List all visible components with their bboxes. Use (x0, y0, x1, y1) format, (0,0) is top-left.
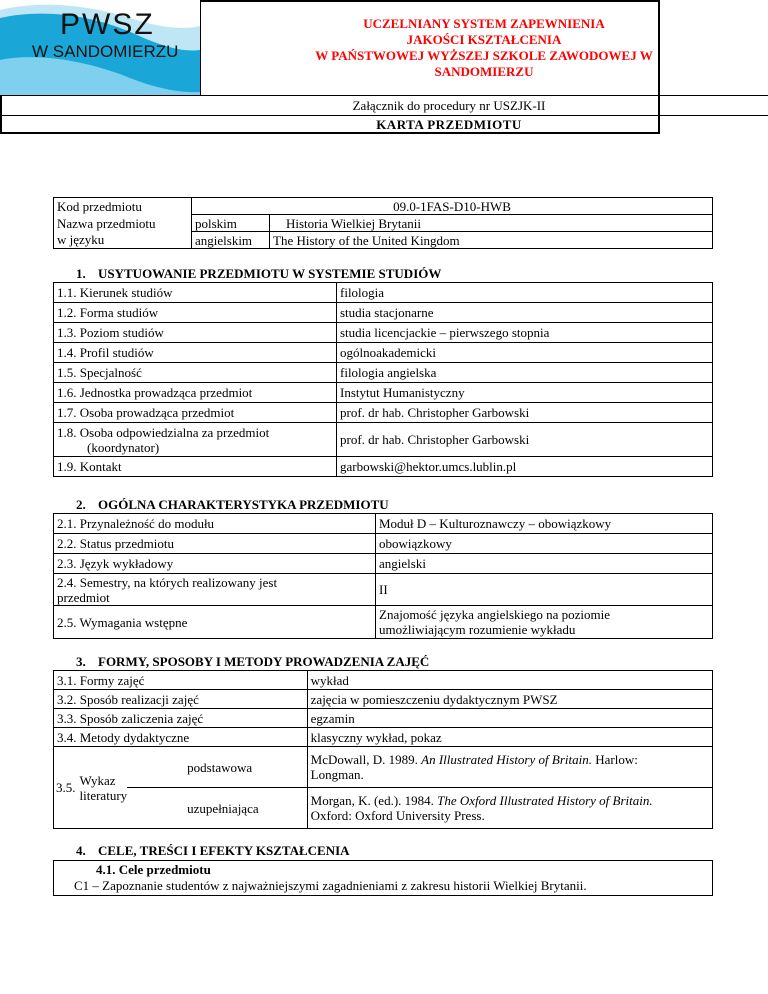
row-value: studia stacjonarne (337, 303, 713, 323)
row-value: obowiązkowy (376, 534, 713, 554)
row-value: zajęcia w pomieszczeniu dydaktycznym PWSZ (307, 690, 712, 709)
row-label: 1.1. Kierunek studiów (54, 283, 337, 303)
section-4-box (53, 860, 713, 896)
name-en-value: The History of the United Kingdom (270, 232, 713, 249)
row-value: ogólnoakademicki (337, 343, 713, 363)
row-label: 2.5. Wymagania wstępne (54, 606, 376, 639)
row-label: 1.6. Jednostka prowadząca przedmiot (54, 383, 337, 403)
row-value: prof. dr hab. Christopher Garbowski (337, 423, 713, 457)
row-value: filologia angielska (337, 363, 713, 383)
basic-author: McDowall, D. 1989. (310, 752, 422, 767)
title-line: W PAŃSTWOWEJ WYŻSZEJ SZKOLE ZAWODOWEJ W (315, 47, 653, 63)
row-value: Moduł D – Kulturoznawczy – obowiązkowy (376, 514, 713, 534)
section-title: FORMY, SPOSOBY I METODY PROWADZENIA ZAJĘĆ (98, 654, 430, 669)
row-value: egzamin (307, 709, 712, 728)
code-label: Kod przedmiotu (54, 198, 192, 215)
row-label (54, 574, 376, 606)
row-label-line: (koordynator) (87, 439, 160, 455)
basic-literature-label: podstawowa (127, 747, 307, 788)
row-label: 1.3. Poziom studiów (54, 323, 337, 343)
literature-label: Wykaz (79, 772, 116, 788)
lang-pl-label: polskim (192, 215, 270, 232)
logo-text-city: W SANDOMIERZU (32, 42, 179, 61)
row-value (376, 606, 713, 639)
section-1-table (53, 282, 713, 477)
row-label: 1.7. Osoba prowadząca przedmiot (54, 403, 337, 423)
system-title (200, 0, 768, 95)
basic-publisher-line: Longman. (310, 767, 364, 782)
row-label: 2.1. Przynależność do modułu (54, 514, 376, 534)
objectives-subheading: 4.1. Cele przedmiotu (96, 862, 211, 877)
row-value: angielski (376, 554, 713, 574)
section-title: USYTUOWANIE PRZEDMIOTU W SYSTEMIE STUDIÓW (98, 266, 442, 281)
row-value: prof. dr hab. Christopher Garbowski (337, 403, 713, 423)
name-label-2: w języku (54, 232, 192, 249)
section-3-table (53, 670, 713, 829)
title-line: JAKOŚCI KSZTAŁCENIA (406, 31, 562, 47)
code-value: 09.0-1FAS-D10-HWB (192, 198, 713, 215)
row-value: garbowski@hektor.umcs.lublin.pl (337, 457, 713, 477)
section-1-heading (76, 266, 441, 282)
row-value: filologia (337, 283, 713, 303)
section-number: 4. (76, 843, 86, 858)
extra-publisher-line: Oxford: Oxford University Press. (310, 808, 485, 823)
row-label: 1.9. Kontakt (54, 457, 337, 477)
row-label: 3.4. Metody dydaktyczne (54, 728, 308, 747)
row-label (54, 423, 337, 457)
annex-line: Załącznik do procedury nr USZJK-II (0, 95, 768, 115)
literature-label-cell (54, 747, 128, 829)
section-title: OGÓLNA CHARAKTERYSTYKA PRZEDMIOTU (98, 497, 389, 512)
extra-literature-label: uzupełniająca (127, 788, 307, 829)
section-3-heading (76, 654, 429, 670)
section-number: 1. (76, 266, 86, 281)
section-number: 2. (76, 497, 86, 512)
title-line: SANDOMIERZU (434, 63, 534, 79)
extra-literature-value (307, 788, 712, 829)
name-pl-value: Historia Wielkiej Brytanii (270, 215, 713, 232)
section-2-table (53, 513, 713, 639)
basic-title: An Illustrated History of Britain. (421, 752, 592, 767)
row-value: studia licencjackie – pierwszego stopnia (337, 323, 713, 343)
basic-literature-value (307, 747, 712, 788)
row-label-line: przedmiot (57, 589, 110, 605)
literature-number: 3.5. (56, 780, 76, 795)
row-label: 3.3. Sposób zaliczenia zajęć (54, 709, 308, 728)
course-id-table (53, 197, 713, 249)
lang-en-label: angielskim (192, 232, 270, 249)
row-value: wykład (307, 671, 712, 690)
row-value: II (376, 574, 713, 606)
row-label: 1.4. Profil studiów (54, 343, 337, 363)
row-label: 3.1. Formy zajęć (54, 671, 308, 690)
row-value-line: Znajomość języka angielskiego na poziomie (379, 607, 611, 622)
section-title: CELE, TREŚCI I EFEKTY KSZTAŁCENIA (98, 843, 350, 858)
row-value: klasyczny wykład, pokaz (307, 728, 712, 747)
section-4-heading (76, 843, 350, 859)
row-label: 1.2. Forma studiów (54, 303, 337, 323)
row-value-line: umożliwiającym rozumienie wykładu (379, 622, 576, 637)
literature-label: literatury (79, 787, 128, 803)
basic-publisher: Harlow: (591, 752, 638, 767)
section-2-heading (76, 497, 389, 513)
row-label-line: 1.8. Osoba odpowiedzialna za przedmiot (57, 424, 270, 440)
card-title: KARTA PRZEDMIOTU (0, 115, 768, 132)
row-label-line: 2.4. Semestry, na których realizowany jest (57, 574, 278, 590)
document-header (0, 0, 660, 134)
pwsz-logo (0, 0, 201, 95)
section-number: 3. (76, 654, 86, 669)
extra-author: Morgan, K. (ed.). 1984. (310, 793, 438, 808)
name-label: Nazwa przedmiotu (54, 215, 192, 232)
row-label: 2.2. Status przedmiotu (54, 534, 376, 554)
extra-title: The Oxford Illustrated History of Britain. (437, 793, 653, 808)
objective-c1: C1 – Zapoznanie studentów z najważniejszymi zagadnieniami z zakresu historii Wielkiej Brytanii. (74, 878, 587, 893)
row-label: 3.2. Sposób realizacji zajęć (54, 690, 308, 709)
title-line: UCZELNIANY SYSTEM ZAPEWNIENIA (363, 15, 605, 31)
row-value: Instytut Humanistyczny (337, 383, 713, 403)
row-label: 1.5. Specjalność (54, 363, 337, 383)
logo-text-pwsz: PWSZ (60, 8, 155, 41)
row-label: 2.3. Język wykładowy (54, 554, 376, 574)
